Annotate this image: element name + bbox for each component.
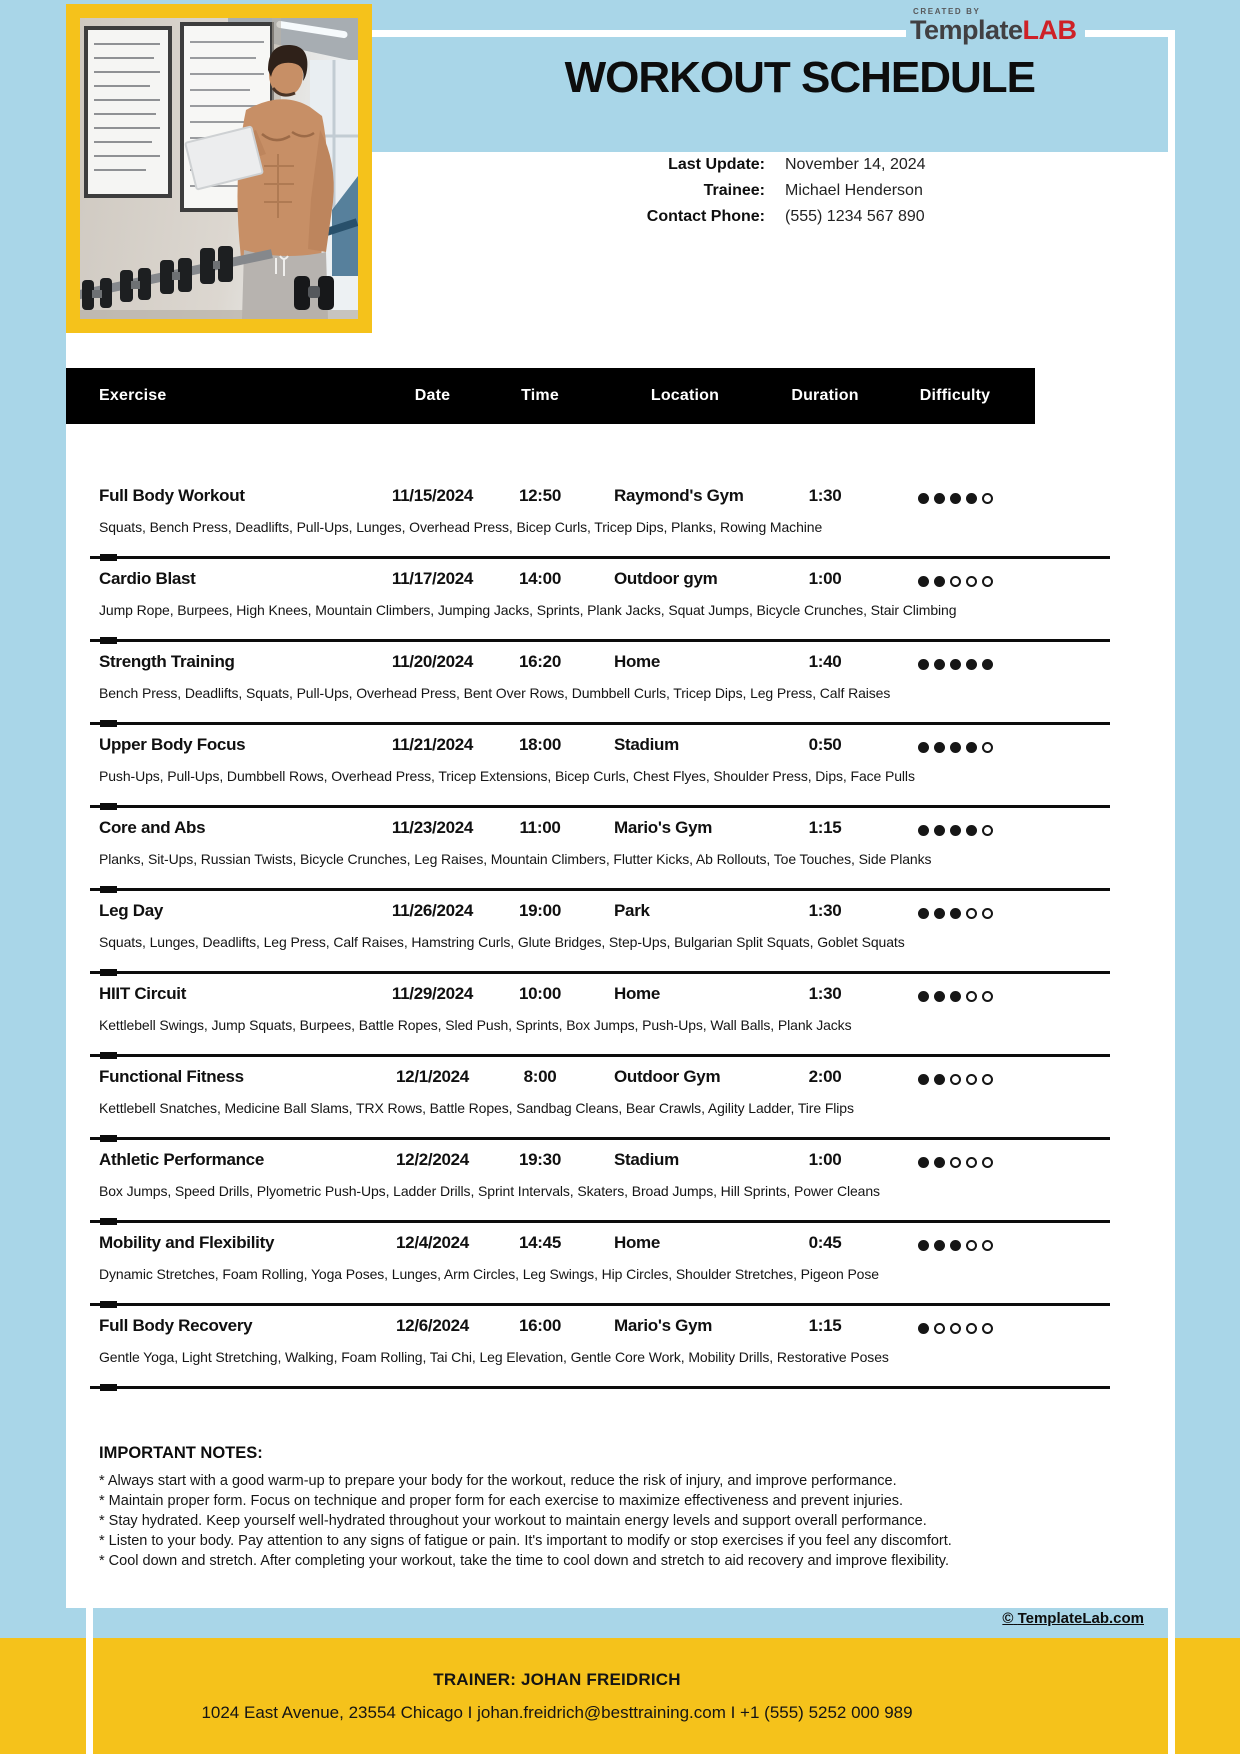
table-row — [90, 642, 1110, 725]
difficulty-dot-empty — [950, 1074, 961, 1085]
difficulty-dot-filled — [950, 908, 961, 919]
difficulty-dot-filled — [934, 825, 945, 836]
difficulty-dot-empty — [966, 908, 977, 919]
row-time: 16:00 — [519, 1316, 561, 1335]
difficulty-dot-empty — [966, 1157, 977, 1168]
difficulty-dot-filled — [934, 742, 945, 753]
difficulty-dot-filled — [918, 1323, 929, 1334]
row-duration: 1:30 — [808, 486, 842, 505]
difficulty-dot-filled — [918, 576, 929, 587]
info-label-last-update: Last Update: — [668, 156, 765, 173]
schedule-table — [66, 368, 1116, 1389]
difficulty-dot-empty — [950, 576, 961, 587]
difficulty-dot-filled — [918, 659, 929, 670]
difficulty-dot-filled — [918, 991, 929, 1002]
row-difficulty — [870, 818, 1040, 838]
difficulty-dot-empty — [966, 1074, 977, 1085]
table-row-main — [90, 1057, 1110, 1087]
table-row — [90, 891, 1110, 974]
table-row-main — [90, 642, 1110, 672]
table-row-main — [90, 725, 1110, 755]
row-location: Outdoor Gym — [614, 1067, 721, 1086]
note-item: * Cool down and stretch. After completing your workout, take the time to cool down and stretch to aid recovery and improve flexibility. — [99, 1553, 950, 1569]
content-sheet — [66, 152, 1174, 1608]
row-exercise: Functional Fitness — [99, 1067, 244, 1086]
difficulty-dot-filled — [918, 908, 929, 919]
row-time: 8:00 — [523, 1067, 557, 1086]
table-row — [90, 1306, 1110, 1389]
difficulty-dot-filled — [950, 742, 961, 753]
row-date: 11/20/2024 — [391, 652, 474, 671]
row-time: 14:00 — [519, 569, 561, 588]
difficulty-dot-filled — [918, 1074, 929, 1085]
row-exercise: Full Body Recovery — [99, 1316, 253, 1335]
row-exercise: HIIT Circuit — [99, 984, 187, 1003]
table-row-main — [90, 1140, 1110, 1170]
trainer-name: TRAINER: JOHAN FREIDRICH — [433, 1670, 681, 1689]
note-item: * Listen to your body. Pay attention to any signs of fatigue or pain. It's important to modify or stop exercises if you feel any discomfort. — [99, 1533, 952, 1549]
logo-template-text: Template — [910, 15, 1023, 45]
table-row — [90, 974, 1110, 1057]
table-row — [90, 1223, 1110, 1306]
difficulty-dot-filled — [934, 991, 945, 1002]
difficulty-dot-filled — [918, 1157, 929, 1168]
row-date: 12/1/2024 — [396, 1067, 469, 1086]
difficulty-dot-filled — [934, 1157, 945, 1168]
row-duration: 1:40 — [808, 652, 842, 671]
row-time: 11:00 — [519, 818, 561, 837]
info-value-last-update: November 14, 2024 — [785, 156, 926, 173]
row-duration: 1:00 — [808, 1150, 842, 1169]
row-date: 11/17/2024 — [391, 569, 474, 588]
row-time: 12:50 — [519, 486, 561, 505]
difficulty-dot-empty — [982, 576, 993, 587]
row-duration: 1:15 — [808, 1316, 842, 1335]
row-time: 19:00 — [519, 901, 561, 920]
info-value-trainee: Michael Henderson — [785, 182, 923, 199]
difficulty-dot-empty — [934, 1323, 945, 1334]
row-exercise-details: Planks, Sit-Ups, Russian Twists, Bicycle Crunches, Leg Raises, Mountain Climbers, Flutter Kicks, Ab Rollouts, Toe Touches, Side Planks — [99, 851, 932, 867]
row-location: Home — [614, 652, 661, 671]
row-date: 12/4/2024 — [396, 1233, 469, 1252]
difficulty-dot-filled — [950, 825, 961, 836]
difficulty-dot-empty — [982, 1157, 993, 1168]
row-exercise: Mobility and Flexibility — [99, 1233, 275, 1252]
row-exercise: Strength Training — [99, 652, 235, 671]
row-duration: 0:50 — [808, 735, 842, 754]
table-row-main — [90, 1223, 1110, 1253]
difficulty-dot-empty — [982, 908, 993, 919]
trainee-info-block — [546, 154, 1035, 227]
row-location: Outdoor gym — [614, 569, 718, 588]
table-row — [90, 1140, 1110, 1223]
row-time: 16:20 — [519, 652, 561, 671]
row-time: 14:45 — [519, 1233, 561, 1252]
gym-photo-frame — [66, 4, 372, 333]
row-location: Home — [614, 1233, 661, 1252]
difficulty-dot-empty — [982, 1074, 993, 1085]
row-duration: 1:30 — [808, 901, 842, 920]
row-date: 12/6/2024 — [396, 1316, 469, 1335]
difficulty-dot-filled — [950, 1240, 961, 1251]
table-row-main — [90, 891, 1110, 921]
row-exercise: Leg Day — [99, 901, 164, 920]
difficulty-dot-empty — [966, 991, 977, 1002]
row-time: 19:30 — [519, 1150, 561, 1169]
table-row-main — [90, 1306, 1110, 1336]
difficulty-dot-filled — [966, 742, 977, 753]
difficulty-dot-empty — [982, 991, 993, 1002]
row-difficulty — [870, 901, 1040, 921]
templatelab-site-link[interactable] — [1002, 1610, 1144, 1627]
difficulty-dot-filled — [982, 659, 993, 670]
table-row-main — [90, 559, 1110, 589]
row-exercise: Full Body Workout — [99, 486, 245, 505]
table-row-main — [90, 974, 1110, 1004]
row-location: Park — [614, 901, 650, 920]
difficulty-dot-filled — [934, 908, 945, 919]
difficulty-dot-filled — [966, 659, 977, 670]
row-difficulty — [870, 984, 1040, 1004]
row-duration: 0:45 — [808, 1233, 842, 1252]
row-difficulty — [870, 652, 1040, 672]
row-difficulty — [870, 486, 1040, 506]
logo-created-by-label: CREATED BY — [913, 7, 981, 16]
difficulty-dot-filled — [918, 742, 929, 753]
difficulty-dot-empty — [982, 1323, 993, 1334]
row-exercise: Core and Abs — [99, 818, 206, 837]
col-header-exercise: Exercise — [99, 387, 167, 404]
row-exercise-details: Gentle Yoga, Light Stretching, Walking, Foam Rolling, Tai Chi, Leg Elevation, Gentle Core Work, Mobility Drills, Restorative Poses — [99, 1349, 889, 1365]
difficulty-dot-filled — [934, 576, 945, 587]
difficulty-dot-empty — [982, 742, 993, 753]
row-date: 11/23/2024 — [391, 818, 474, 837]
row-exercise-details: Box Jumps, Speed Drills, Plyometric Push-Ups, Ladder Drills, Sprint Intervals, Skaters, Broad Jumps, Hill Sprints, Power Cleans — [99, 1183, 880, 1199]
row-difficulty — [870, 1150, 1040, 1170]
difficulty-dot-filled — [950, 659, 961, 670]
logo-lab-text: LAB — [1022, 15, 1077, 45]
difficulty-dot-empty — [966, 576, 977, 587]
row-difficulty — [870, 569, 1040, 589]
row-exercise-details: Kettlebell Swings, Jump Squats, Burpees, Battle Ropes, Sled Push, Sprints, Box Jumps, Push-Ups, Wall Balls, Plank Jacks — [99, 1017, 852, 1033]
table-row — [90, 725, 1110, 808]
col-header-difficulty: Difficulty — [919, 387, 991, 404]
difficulty-dot-empty — [982, 493, 993, 504]
difficulty-dot-filled — [918, 1240, 929, 1251]
row-difficulty — [870, 1233, 1040, 1253]
row-exercise-details: Jump Rope, Burpees, High Knees, Mountain Climbers, Jumping Jacks, Sprints, Plank Jacks, Squat Jumps, Bicycle Crunches, Stair Climbing — [99, 602, 957, 618]
difficulty-dot-filled — [934, 1074, 945, 1085]
difficulty-dot-filled — [934, 1240, 945, 1251]
row-location: Stadium — [614, 735, 679, 754]
difficulty-dot-empty — [982, 825, 993, 836]
difficulty-dot-filled — [934, 493, 945, 504]
row-exercise: Upper Body Focus — [99, 735, 246, 754]
row-difficulty — [870, 1316, 1040, 1336]
notes-list — [99, 1471, 1059, 1571]
info-value-contact-phone: (555) 1234 567 890 — [785, 208, 925, 225]
important-notes-section — [99, 1444, 1059, 1571]
row-time: 18:00 — [519, 735, 561, 754]
row-duration: 1:00 — [808, 569, 842, 588]
row-location: Stadium — [614, 1150, 679, 1169]
col-header-location: Location — [650, 387, 720, 404]
row-exercise-details: Push-Ups, Pull-Ups, Dumbbell Rows, Overhead Press, Tricep Extensions, Bicep Curls, Chest Flyes, Shoulder Press, Dips, Face Pulls — [99, 768, 915, 784]
difficulty-dot-empty — [966, 1323, 977, 1334]
row-time: 10:00 — [519, 984, 561, 1003]
logo-wordmark — [910, 17, 1077, 44]
row-duration: 1:15 — [808, 818, 842, 837]
row-exercise-details: Dynamic Stretches, Foam Rolling, Yoga Poses, Lunges, Arm Circles, Leg Swings, Hip Circles, Shoulder Stretches, Pigeon Pose — [99, 1266, 879, 1282]
row-location: Home — [614, 984, 661, 1003]
note-item: * Always start with a good warm-up to prepare your body for the workout, reduce the risk of injury, and improve performance. — [99, 1473, 897, 1489]
col-header-duration: Duration — [791, 387, 859, 404]
row-location: Mario's Gym — [614, 1316, 713, 1335]
row-difficulty — [870, 735, 1040, 755]
table-header-row — [66, 368, 1035, 424]
difficulty-dot-filled — [950, 493, 961, 504]
row-location: Mario's Gym — [614, 818, 713, 837]
row-exercise-details: Kettlebell Snatches, Medicine Ball Slams, TRX Rows, Battle Ropes, Sandbag Cleans, Bear Crawls, Agility Ladder, Tire Flips — [99, 1100, 854, 1116]
site-link-text: TemplateLab.com — [1017, 1610, 1144, 1627]
difficulty-dot-filled — [918, 493, 929, 504]
row-duration: 2:00 — [808, 1067, 842, 1086]
row-exercise-details: Squats, Bench Press, Deadlifts, Pull-Ups, Lunges, Overhead Press, Bicep Curls, Tricep Dips, Planks, Rowing Machine — [99, 519, 823, 535]
row-exercise-details: Bench Press, Deadlifts, Squats, Pull-Ups, Overhead Press, Bent Over Rows, Dumbbell Curls, Tricep Dips, Leg Press, Calf Raises — [99, 685, 891, 701]
difficulty-dot-empty — [966, 1240, 977, 1251]
col-header-time: Time — [521, 387, 559, 404]
page-title: WORKOUT SCHEDULE — [564, 53, 1035, 102]
row-exercise: Cardio Blast — [99, 569, 196, 588]
copyright-icon: © — [1002, 1610, 1014, 1627]
difficulty-dot-empty — [982, 1240, 993, 1251]
row-date: 11/15/2024 — [391, 486, 474, 505]
difficulty-dot-filled — [966, 493, 977, 504]
table-body — [90, 424, 1110, 1389]
row-location: Raymond's Gym — [614, 486, 744, 505]
info-label-trainee: Trainee: — [703, 182, 765, 199]
templatelab-logo — [906, 6, 1085, 46]
row-date: 11/21/2024 — [391, 735, 474, 754]
gym-photo — [80, 18, 358, 319]
notes-title: IMPORTANT NOTES: — [99, 1444, 263, 1462]
note-item: * Stay hydrated. Keep yourself well-hydrated throughout your workout to maintain energy levels and support overall performance. — [99, 1513, 927, 1529]
table-row — [90, 559, 1110, 642]
table-row — [90, 476, 1110, 559]
table-row-main — [90, 808, 1110, 838]
difficulty-dot-filled — [966, 825, 977, 836]
difficulty-dot-empty — [950, 1323, 961, 1334]
row-date: 12/2/2024 — [396, 1150, 469, 1169]
note-item: * Maintain proper form. Focus on technique and proper form for each exercise to maximize effectiveness and prevent injuries. — [99, 1493, 904, 1509]
row-exercise-details: Squats, Lunges, Deadlifts, Leg Press, Calf Raises, Hamstring Curls, Glute Bridges, Step-Ups, Bulgarian Split Squats, Goblet Squats — [99, 934, 905, 950]
difficulty-dot-empty — [950, 1157, 961, 1168]
difficulty-dot-filled — [950, 991, 961, 1002]
trainer-contact-line: 1024 East Avenue, 23554 Chicago I johan.freidrich@besttraining.com I +1 (555) 5252 000 989 — [201, 1703, 913, 1722]
info-label-contact-phone: Contact Phone: — [646, 208, 765, 225]
difficulty-dot-filled — [918, 825, 929, 836]
col-header-date: Date — [414, 387, 451, 404]
table-row — [90, 1057, 1110, 1140]
table-row — [90, 808, 1110, 891]
row-duration: 1:30 — [808, 984, 842, 1003]
row-date: 11/29/2024 — [391, 984, 474, 1003]
row-date: 11/26/2024 — [391, 901, 474, 920]
difficulty-dot-filled — [934, 659, 945, 670]
row-difficulty — [870, 1067, 1040, 1087]
row-exercise: Athletic Performance — [99, 1150, 264, 1169]
table-row-main — [90, 476, 1110, 506]
